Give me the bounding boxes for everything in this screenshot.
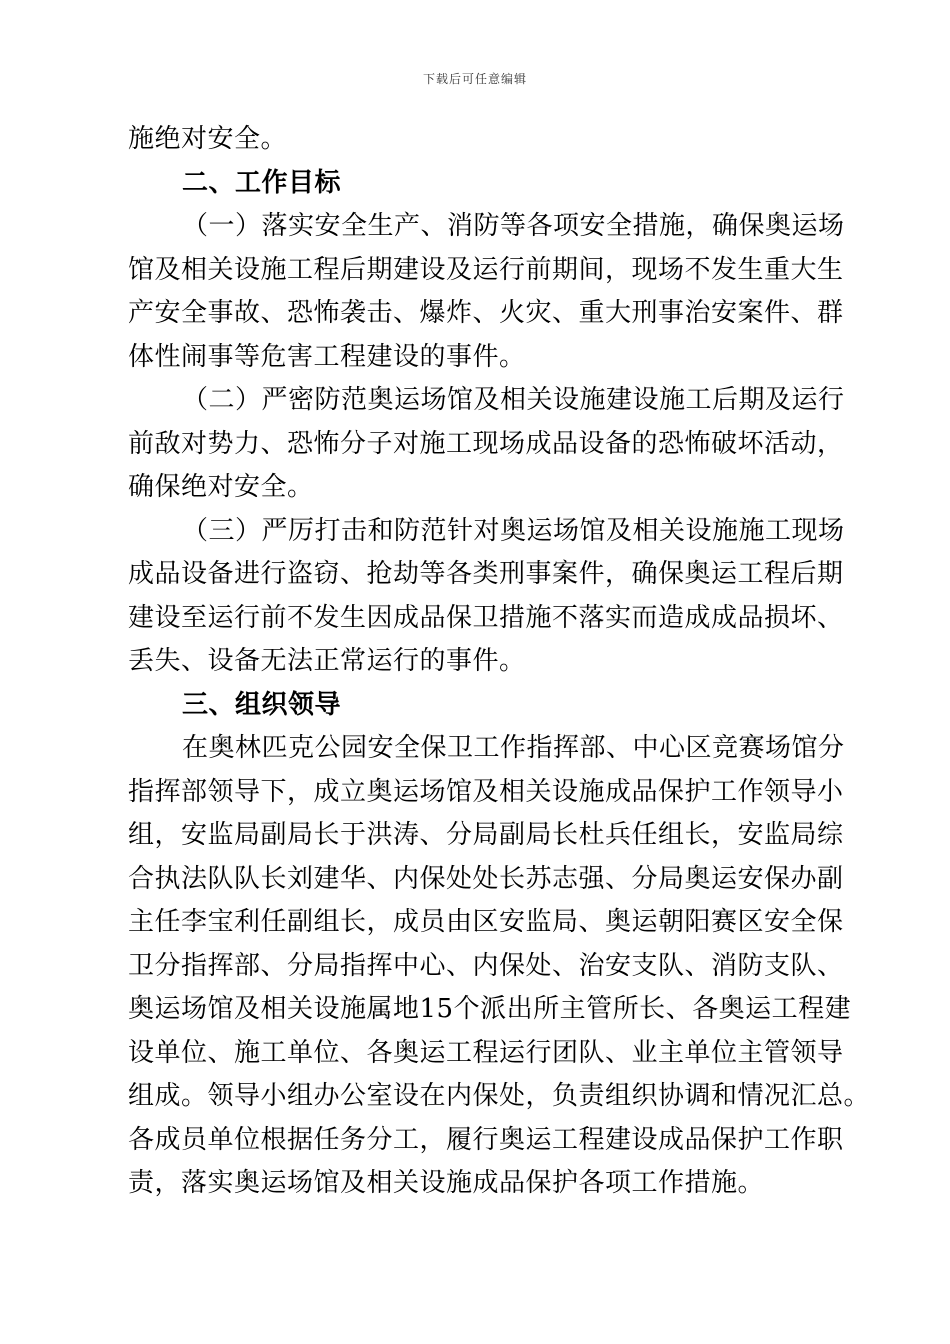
text-line: 主任李宝利任副组长，成员由区安监局、奥运朝阳赛区安全保 [128, 907, 844, 937]
text-line: 前敌对势力、恐怖分子对施工现场成品设备的恐怖破坏活动， [128, 428, 844, 459]
text-line: 责，落实奥运场馆及相关设施成品保护各项工作措施。 [128, 1168, 765, 1198]
text-line: 合执法队队长刘建华、内保处处长苏志强、分局奥运安保办副 [128, 863, 844, 894]
text-line: 在奥林匹克公园安全保卫工作指挥部、中心区竞赛场馆分 [182, 733, 845, 763]
text-line: 体性闹事等危害工程建设的事件。 [128, 341, 526, 372]
document-body [128, 118, 871, 1206]
text-line: 各成员单位根据任务分工，履行奥运工程建设成品保护工作职 [128, 1124, 844, 1155]
text-line: 组，安监局副局长于洪涛、分局副局长杜兵任组长，安监局综 [128, 820, 844, 850]
text-line: （二）严密防范奥运场馆及相关设施建设施工后期及运行 [182, 385, 845, 415]
text-line: 成品设备进行盗窃、抢劫等各类刑事案件，确保奥运工程后期 [128, 559, 844, 589]
text-line: 建设至运行前不发生因成品保卫措施不落实而造成成品损坏、 [128, 602, 844, 633]
text-line: 产安全事故、恐怖袭击、爆炸、火灾、重大刑事治安案件、群 [128, 298, 844, 328]
text-line: 奥运场馆及相关设施属地15个派出所主管所长、各奥运工程建 [128, 994, 852, 1024]
text-line: 确保绝对安全。 [128, 472, 314, 502]
text-line: （三）严厉打击和防范针对奥运场馆及相关设施施工现场 [182, 515, 845, 546]
text-line: 设单位、施工单位、各奥运工程运行团队、业主单位主管领导 [128, 1037, 844, 1068]
text-line: 丢失、设备无法正常运行的事件。 [128, 646, 526, 676]
text-line: 馆及相关设施工程后期建设及运行前期间，现场不发生重大生 [128, 254, 844, 285]
section-heading: 二、工作目标 [182, 167, 342, 198]
text-line: 卫分指挥部、分局指挥中心、内保处、治安支队、消防支队、 [128, 950, 844, 981]
section-heading: 三、组织领导 [182, 689, 342, 720]
text-line: （一）落实安全生产、消防等各项安全措施，确保奥运场 [182, 211, 845, 241]
text-line: 施绝对安全。 [128, 124, 288, 154]
text-line: 组成。领导小组办公室设在内保处，负责组织协调和情况汇总。 [128, 1081, 871, 1111]
text-line: 指挥部领导下，成立奥运场馆及相关设施成品保护工作领导小 [128, 776, 844, 807]
page-header-note: 下载后可任意编辑 [422, 72, 527, 86]
